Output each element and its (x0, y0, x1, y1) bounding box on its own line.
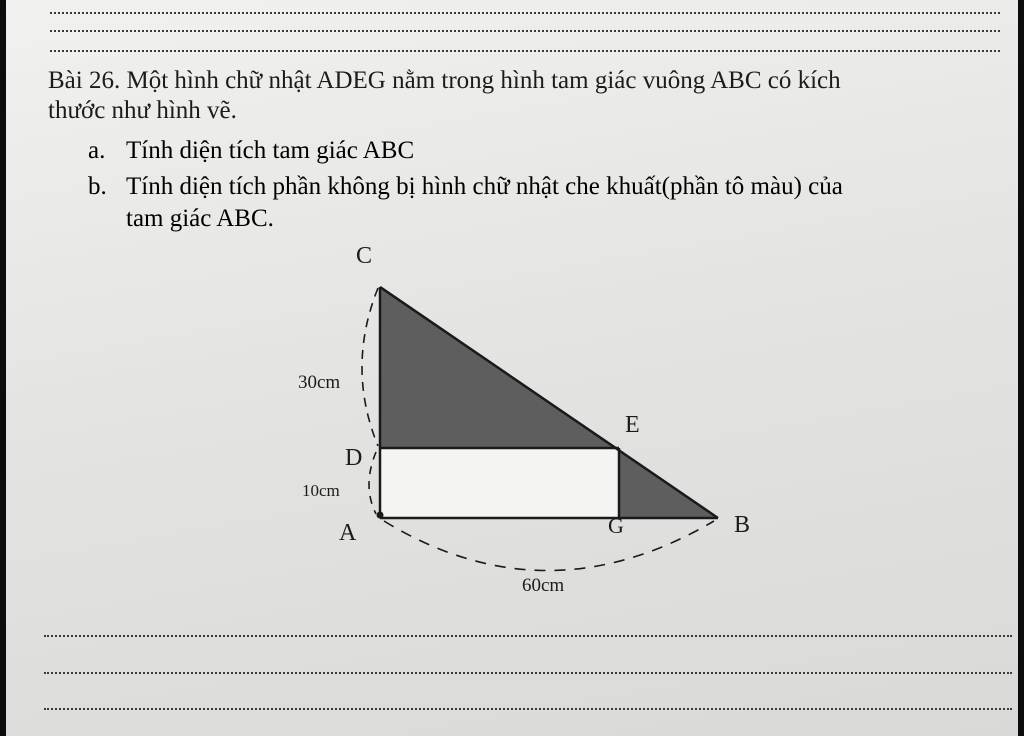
rectangle-ADEG (380, 448, 619, 518)
question-b-text: Tính diện tích phần không bị hình chữ nhật che khuất(phần tô màu) của (126, 173, 843, 200)
question-b-text-continued: tam giác ABC. (126, 205, 274, 232)
triangle-figure (6, 0, 1018, 736)
question-a-text: Tính diện tích tam giác ABC (126, 137, 415, 164)
vertex-label-E: E (625, 412, 640, 438)
answer-line (44, 708, 1012, 710)
vertex-label-B: B (734, 512, 751, 538)
dimension-arc-CD (362, 288, 378, 446)
dimension-arc-AB (384, 521, 714, 571)
answer-line (44, 672, 1012, 674)
dimension-arc-DA (369, 452, 376, 514)
vertex-label-A: A (339, 520, 357, 546)
dimension-label-CD: 30cm (298, 372, 341, 393)
dimension-label-DA: 10cm (302, 481, 340, 500)
vertex-label-G: G (608, 513, 624, 538)
vertex-A-dot (377, 512, 384, 519)
worksheet-page (6, 0, 1018, 736)
vertex-label-C: C (356, 243, 373, 269)
question-a-marker: a. (88, 137, 106, 164)
dimension-label-AB: 60cm (522, 575, 565, 596)
question-b-marker: b. (88, 173, 107, 200)
problem-heading: Bài 26. Một hình chữ nhật ADEG nằm trong hình tam giác vuông ABC có kích (48, 67, 841, 94)
vertex-label-D: D (345, 445, 363, 471)
problem-heading-continued: thước như hình vẽ. (48, 97, 237, 124)
answer-line (44, 635, 1012, 637)
